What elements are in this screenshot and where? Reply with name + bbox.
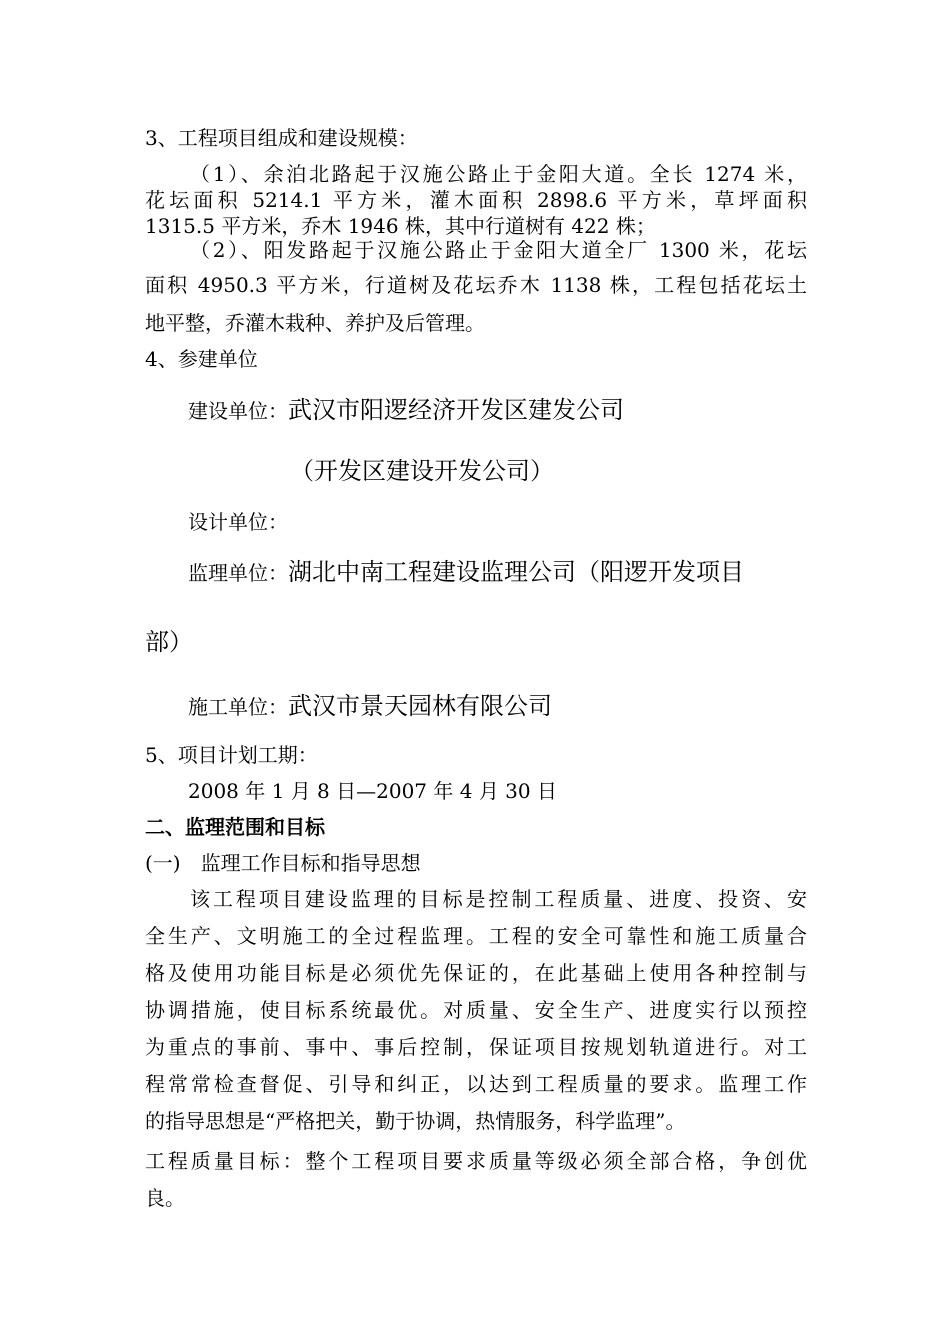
supervisor-label: 监理单位：	[188, 561, 288, 585]
supervisor-name: 湖北中南工程建设监理公司（阳逻开发项目	[288, 558, 744, 586]
item-1-line-3: 1315.5 平方米，乔木 1946 株，其中行道树有 422 株；	[145, 214, 656, 238]
body-line-7: 的指导思想是“严格把关，勤于协调，热情服务，科学监理”。	[145, 1109, 686, 1133]
item-2-line-1: （2）、阳发路起于汉施公路止于金阳大道全厂 1300 米，花坛	[190, 238, 807, 262]
body-line-6: 程常常检查督促、引导和纠正，以达到工程质量的要求。监理工作	[145, 1072, 807, 1096]
builder-row	[188, 398, 624, 422]
body-line-2: 全生产、文明施工的全过程监理。工程的安全可靠性和施工质量合	[145, 924, 807, 948]
quality-target-line-2: 良。	[145, 1186, 185, 1210]
contractor-row	[188, 694, 552, 718]
item-1-line-1: （1）、余泊北路起于汉施公路止于金阳大道。全长 1274 米，	[190, 162, 807, 186]
builder-name: 武汉市阳逻经济开发区建发公司	[288, 396, 624, 424]
subsection-1-heading: (一) 监理工作目标和指导思想	[145, 851, 421, 875]
body-line-5: 为重点的事前、事中、事后控制，保证项目按规划轨道进行。对工	[145, 1035, 807, 1059]
body-line-4: 协调措施，使目标系统最优。对质量、安全生产、进度实行以预控	[145, 998, 807, 1022]
supervisor-tail: 部）	[145, 628, 193, 656]
contractor-label: 施工单位：	[188, 695, 288, 719]
supervisor-row	[188, 560, 744, 584]
project-period: 2008 年 1 月 8 日—2007 年 4 月 30 日	[188, 779, 557, 803]
part-2-heading: 二、监理范围和目标	[145, 815, 325, 839]
item-2-line-3: 地平整，乔灌木栽种、养护及后管理。	[145, 311, 485, 335]
body-line-1: 该工程项目建设监理的目标是控制工程质量、进度、投资、安	[190, 887, 807, 911]
section-3-heading: 3、工程项目组成和建设规模：	[145, 126, 418, 150]
item-1-line-2: 花坛面积 5214.1 平方米，灌木面积 2898.6 平方米，草坪面积	[145, 188, 807, 212]
quality-target-line-1: 工程质量目标：整个工程项目要求质量等级必须全部合格，争创优	[145, 1149, 807, 1173]
builder-label: 建设单位：	[188, 399, 288, 423]
designer-label: 设计单位：	[188, 510, 288, 534]
item-2-line-2: 面积 4950.3 平方米，行道树及花坛乔木 1138 株，工程包括花坛土	[145, 273, 807, 297]
builder-alias: （开发区建设开发公司）	[290, 457, 554, 485]
body-line-3: 格及使用功能目标是必须优先保证的，在此基础上使用各种控制与	[145, 961, 807, 985]
section-5-heading: 5、项目计划工期：	[145, 743, 318, 767]
contractor-name: 武汉市景天园林有限公司	[288, 692, 552, 720]
section-4-heading: 4、参建单位	[145, 347, 258, 371]
